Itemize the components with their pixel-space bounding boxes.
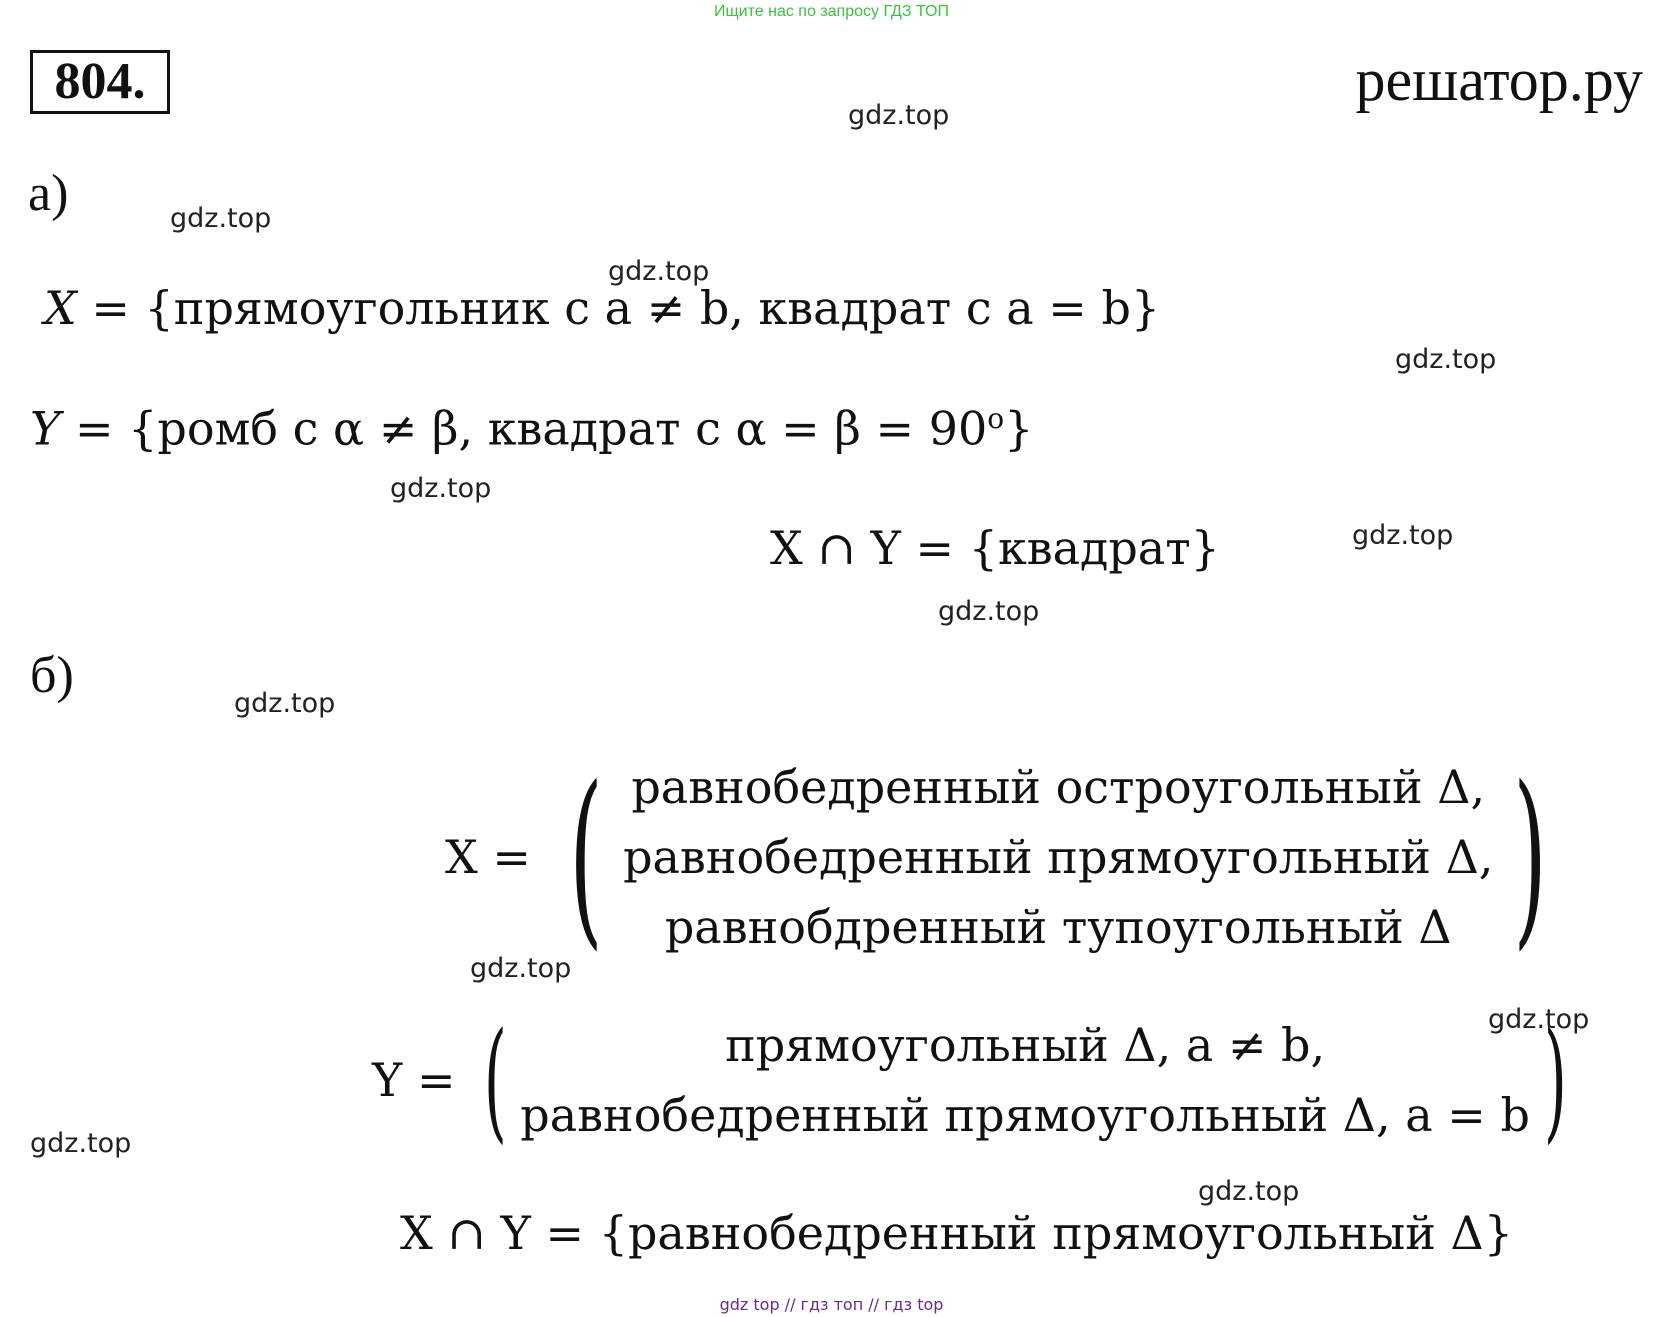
left-brace: ( xyxy=(483,1004,507,1156)
search-banner: Ищите нас по запросу ГДЗ ТОП xyxy=(714,3,949,20)
set-y-b-lines xyxy=(520,1010,1530,1150)
watermark: gdz.top xyxy=(390,473,492,504)
right-brace: ) xyxy=(1543,1004,1567,1156)
left-brace: ( xyxy=(569,746,603,967)
watermark: gdz.top xyxy=(1198,1176,1300,1207)
set-y-b-definition xyxy=(372,1004,1581,1156)
set-y-b-line: равнобедренный прямоугольный Δ, a = b xyxy=(520,1088,1530,1142)
intersection-a: X ∩ Y = {квадрат} xyxy=(770,521,1220,575)
set-x-b-definition xyxy=(445,746,1568,967)
watermark: gdz.top xyxy=(170,203,272,234)
footer-links: gdz top // гдз топ // гдз top xyxy=(719,1295,944,1314)
part-b-label: б) xyxy=(30,647,74,704)
watermark: gdz.top xyxy=(1395,344,1497,375)
set-y-close: } xyxy=(1004,401,1034,456)
degree-sup: o xyxy=(987,402,1005,435)
watermark: gdz.top xyxy=(848,100,950,131)
set-y-symbol: Y xyxy=(30,401,61,456)
right-brace: ) xyxy=(1513,746,1548,967)
set-x-b-line: равнобедренный прямоугольный Δ, xyxy=(623,830,1494,884)
watermark: gdz.top xyxy=(608,256,710,287)
watermark: gdz.top xyxy=(938,596,1040,627)
watermark: gdz.top xyxy=(470,953,572,984)
intersection-b: X ∩ Y = {равнобедренный прямоугольный Δ} xyxy=(400,1206,1513,1260)
set-y-b-prefix: Y = xyxy=(372,1053,456,1107)
set-x-definition xyxy=(44,281,1161,335)
set-y-definition xyxy=(30,401,1034,456)
watermark: gdz.top xyxy=(1488,1004,1590,1035)
set-y-b-line: прямоугольный Δ, a ≠ b, xyxy=(725,1018,1326,1072)
part-a-label: а) xyxy=(28,165,69,222)
set-x-b-lines xyxy=(623,752,1493,962)
set-x-symbol: X xyxy=(44,281,77,335)
site-name: решатор.ру xyxy=(1355,47,1643,113)
set-y-elements: = {ромб с α ≠ β, квадрат с α = β = 90 xyxy=(60,401,988,456)
set-x-elements: = {прямоугольник с a ≠ b, квадрат с a = b} xyxy=(76,281,1161,335)
set-x-b-line: равнобедренный остроугольный Δ, xyxy=(631,760,1486,814)
watermark: gdz.top xyxy=(30,1128,132,1159)
set-x-b-prefix: X = xyxy=(445,830,531,884)
watermark: gdz.top xyxy=(234,688,336,719)
problem-number: 804. xyxy=(30,50,170,114)
set-x-b-line: равнобдренный тупоугольный Δ xyxy=(664,900,1452,954)
watermark: gdz.top xyxy=(1352,520,1454,551)
